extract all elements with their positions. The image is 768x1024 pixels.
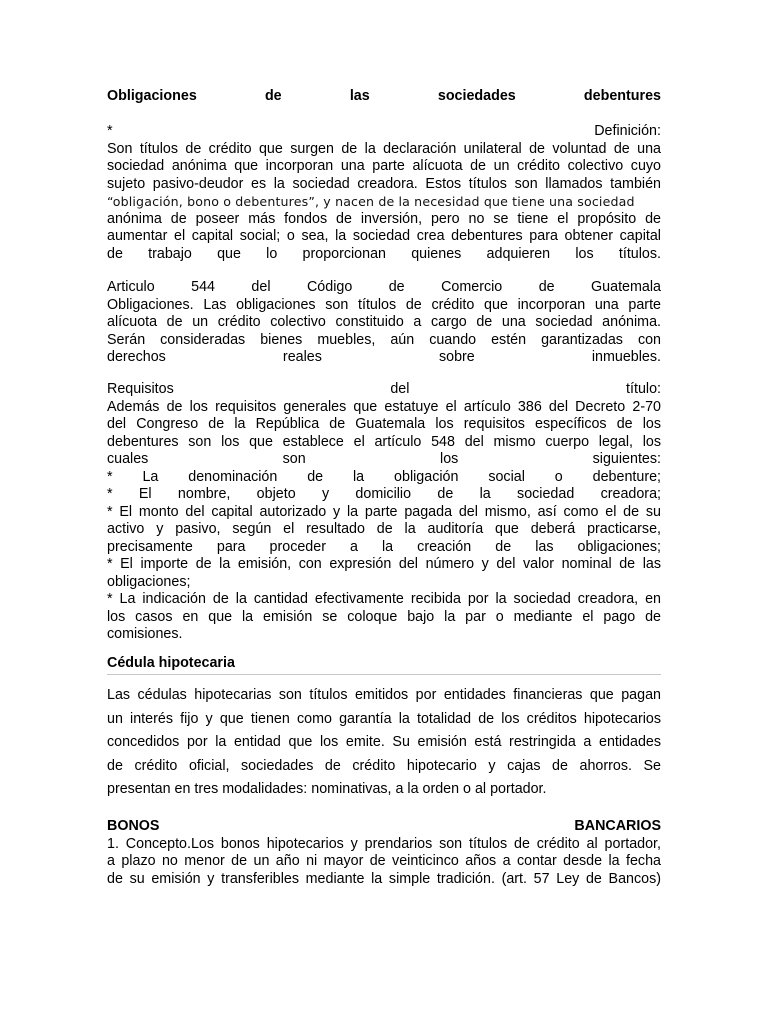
paragraph-line: sociedad anónima que incorporan una parte alícuota de un crédito colectivo cuyo	[107, 158, 661, 174]
bonos-section	[107, 818, 661, 888]
section-title-bonos: BONOS BANCARIOS	[107, 818, 661, 834]
paragraph-line: Requisitos del título:	[107, 381, 661, 397]
paragraph-line: concedidos por la entidad que los emite. Su emisión está restringida a entidades	[107, 734, 661, 750]
bullet-marker: *	[107, 123, 113, 139]
paragraph-line: 1. Concepto.Los bonos hipotecarios y prendarios son títulos de crédito al portador,	[107, 835, 661, 852]
paragraph-line: cuales son los siguientes:	[107, 451, 661, 467]
articulo-block	[107, 279, 661, 367]
paragraph-line: del Congreso de la República de Guatemala los requisitos específicos de los	[107, 416, 661, 432]
paragraph-line: derechos reales sobre inmuebles.	[107, 349, 661, 365]
requisitos-block	[107, 381, 661, 644]
paragraph-line: de crédito oficial, sociedades de crédito hipotecario y cajas de ahorros. Se	[107, 757, 661, 774]
obligaciones-section	[107, 88, 661, 106]
paragraph-line: Articulo 544 del Código de Comercio de Guatemala	[107, 279, 661, 295]
paragraph-line: un interés fijo y que tienen como garantía la totalidad de los créditos hipotecarios	[107, 710, 661, 727]
paragraph-line: Además de los requisitos generales que estatuye el artículo 386 del Decreto 2-70	[107, 398, 661, 415]
section-title-obligaciones: Obligaciones de las sociedades debentures	[107, 88, 661, 104]
paragraph-line: “obligación, bono o debentures”, y nacen de la necesidad que tiene una sociedad	[107, 194, 635, 209]
paragraph-line: de su emisión y transferibles mediante la simple tradición. (art. 57 Ley de Bancos)	[107, 870, 661, 887]
list-item: * El importe de la emisión, con expresión del número y del valor nominal de las	[107, 556, 661, 572]
paragraph-line: de trabajo que lo proporcionan quienes adquieren los títulos.	[107, 245, 661, 262]
definicion-block	[107, 123, 661, 263]
paragraph-line: comisiones.	[107, 626, 183, 642]
list-item: * El nombre, objeto y domicilio de la sociedad creadora;	[107, 486, 661, 502]
paragraph-line: alícuota de un crédito colectivo constituido a cargo de una sociedad anónima.	[107, 314, 661, 330]
paragraph-line: los casos en que la emisión se coloque bajo la par o mediante el pago de	[107, 608, 661, 625]
paragraph-line: sujeto pasivo-deudor es la sociedad creadora. Estos títulos son llamados también	[107, 175, 661, 192]
paragraph-line: anónima de poseer más fondos de inversión, pero no se tiene el propósito de	[107, 210, 661, 227]
section-title-cedula: Cédula hipotecaria	[107, 655, 235, 671]
paragraph-line: precisamente para proceder a la creación de las obligaciones;	[107, 538, 661, 555]
paragraph-line: aumentar el capital social; o sea, la sociedad crea debentures para obtener capital	[107, 228, 661, 244]
section-divider	[107, 674, 661, 675]
list-item: * La indicación de la cantidad efectivamente recibida por la sociedad creadora, en	[107, 591, 661, 607]
list-item: * La denominación de la obligación social o debenture;	[107, 468, 661, 485]
cedula-paragraph	[107, 684, 661, 802]
paragraph-line: activo y pasivo, según el resultado de la auditoría que deberá practicarse,	[107, 521, 661, 537]
list-item: * El monto del capital autorizado y la parte pagada del mismo, así como el de su	[107, 503, 661, 520]
cedula-heading-block	[107, 655, 661, 673]
paragraph-line: Son títulos de crédito que surgen de la declaración unilateral de voluntad de una	[107, 140, 661, 157]
paragraph-line: presentan en tres modalidades: nominativas, a la orden o al portador.	[107, 781, 547, 797]
paragraph-line: obligaciones;	[107, 573, 191, 590]
paragraph-line: Serán consideradas bienes muebles, aún cuando estén garantizadas con	[107, 331, 661, 348]
paragraph-line: a plazo no menor de un año ni mayor de veinticinco años a contar desde la fecha	[107, 853, 661, 869]
definicion-heading	[107, 123, 661, 141]
paragraph-line: Las cédulas hipotecarias son títulos emitidos por entidades financieras que pagan	[107, 687, 661, 703]
paragraph-line: Obligaciones. Las obligaciones son títulos de crédito que incorporan una parte	[107, 296, 661, 313]
definicion-label: Definición:	[594, 123, 661, 139]
paragraph-line: debentures son los que establece el artículo 548 del mismo cuerpo legal, los	[107, 433, 661, 450]
